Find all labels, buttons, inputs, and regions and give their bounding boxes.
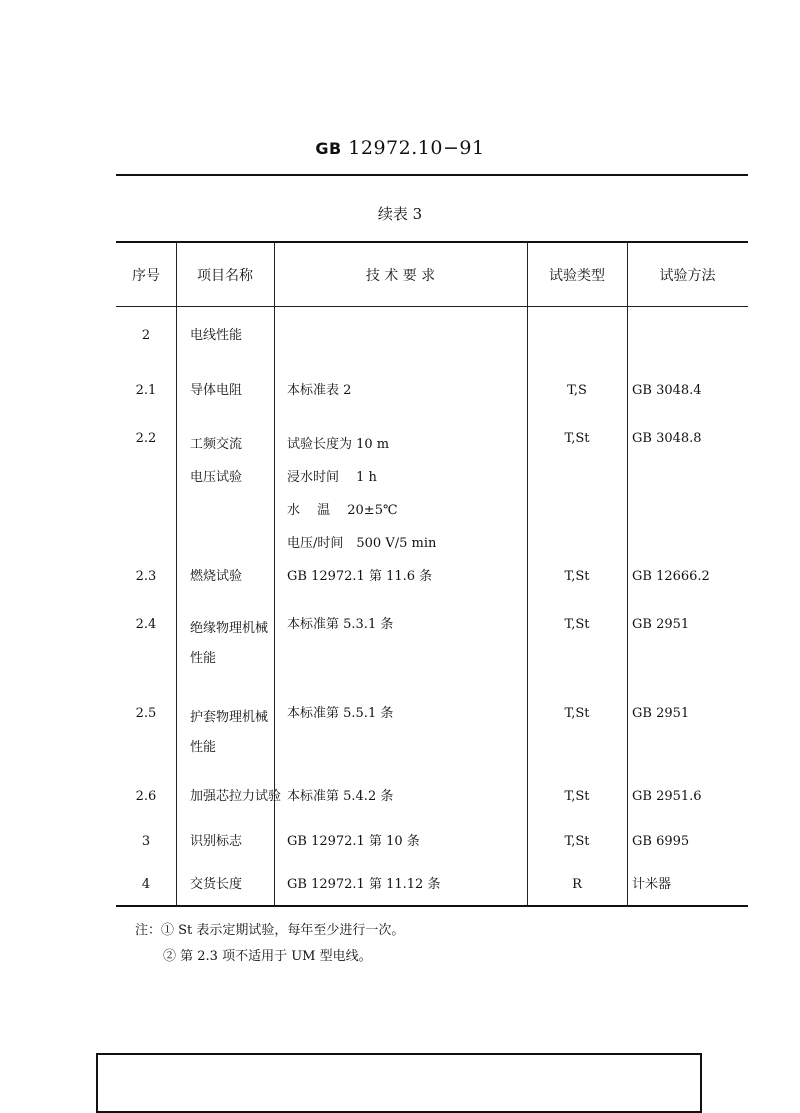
item-name-line: 电压试验 (190, 470, 243, 485)
requirement-line: 浸水时间 1 h (287, 470, 377, 485)
item-name-line: 识别标志 (190, 834, 243, 849)
row-item-name (190, 566, 242, 588)
row-requirement (287, 380, 351, 402)
row-requirement (287, 614, 393, 636)
note-2: ② 第 2.3 项不适用于 UM 型电线。 (163, 949, 372, 964)
col-divider (627, 243, 628, 905)
row-item-name (190, 325, 242, 347)
col-header-name: 项目名称 (197, 267, 253, 284)
requirement-line: 本标准第 5.4.2 条 (287, 789, 394, 804)
item-name-line: 性能 (190, 740, 217, 755)
row-item-name (190, 614, 268, 674)
row-test-type: T,S (567, 383, 587, 398)
row-item-name (190, 831, 242, 853)
requirement-line: GB 12972.1 第 11.12 条 (287, 877, 441, 892)
row-test-method: GB 3048.4 (632, 383, 702, 398)
item-name-line: 交货长度 (190, 877, 243, 892)
item-name-line: 性能 (190, 651, 217, 666)
row-number: 3 (141, 834, 151, 849)
row-item-name (190, 874, 242, 896)
header-rule (116, 174, 748, 176)
item-name-line: 工频交流 (190, 437, 243, 452)
row-test-type: T,St (564, 834, 590, 849)
test-table (116, 241, 748, 907)
row-test-method: GB 2951 (632, 706, 690, 721)
row-test-type: T,St (564, 569, 590, 584)
col-header-method: 试验方法 (659, 267, 716, 284)
row-number: 2.1 (135, 383, 157, 398)
requirement-line: GB 12972.1 第 10 条 (287, 834, 420, 849)
row-number: 2 (141, 328, 151, 343)
requirement-line: 电压/时间 500 V/5 min (287, 536, 437, 551)
row-number: 2.3 (135, 569, 157, 584)
item-name-line: 加强芯拉力试验 (190, 789, 282, 804)
row-test-method: GB 3048.8 (632, 431, 702, 446)
standard-header (0, 137, 800, 159)
requirement-line: 本标准表 2 (287, 383, 352, 398)
row-number: 2.2 (135, 431, 157, 446)
standard-number: 12972.10−91 (348, 137, 485, 159)
row-number: 2.6 (135, 789, 157, 804)
row-test-type: T,St (564, 431, 590, 446)
item-name-line: 绝缘物理机械 (190, 621, 269, 636)
col-header-no: 序号 (132, 267, 160, 284)
row-item-name (190, 380, 242, 402)
row-test-type: T,St (564, 789, 590, 804)
table-caption: 续表 3 (377, 205, 423, 223)
header-divider (116, 306, 748, 307)
table-notes (135, 918, 404, 970)
row-requirement (287, 786, 393, 808)
row-requirement (287, 428, 436, 560)
row-requirement (287, 566, 432, 588)
row-test-type: T,St (564, 617, 590, 632)
row-number: 4 (141, 877, 151, 892)
col-header-requirement: 技 术 要 求 (365, 267, 436, 284)
row-number: 2.5 (135, 706, 157, 721)
item-name-line: 护套物理机械 (190, 710, 269, 725)
item-name-line: 电线性能 (190, 328, 243, 343)
row-test-method: GB 12666.2 (632, 569, 710, 584)
row-requirement (287, 831, 420, 853)
row-test-method: GB 2951 (632, 617, 690, 632)
row-test-type: R (572, 877, 582, 892)
note-1: 注：① St 表示定期试验，每年至少进行一次。 (135, 923, 405, 938)
row-requirement (287, 703, 393, 725)
row-item-name (190, 703, 268, 763)
bottom-frame (96, 1053, 702, 1113)
requirement-line: 水 温 20±5℃ (287, 503, 398, 518)
row-test-method: 计米器 (632, 877, 672, 892)
requirement-line: GB 12972.1 第 11.6 条 (287, 569, 433, 584)
row-test-method: GB 2951.6 (632, 789, 702, 804)
item-name-line: 导体电阻 (190, 383, 243, 398)
standard-prefix: GB (315, 139, 342, 158)
row-number: 2.4 (135, 617, 157, 632)
requirement-line: 本标准第 5.3.1 条 (287, 617, 394, 632)
row-test-method: GB 6995 (632, 834, 690, 849)
col-header-type: 试验类型 (549, 267, 605, 284)
row-item-name (190, 428, 242, 494)
requirement-line: 本标准第 5.5.1 条 (287, 706, 394, 721)
row-item-name (190, 786, 281, 808)
row-test-type: T,St (564, 706, 590, 721)
col-divider (176, 243, 177, 905)
row-requirement (287, 874, 440, 896)
item-name-line: 燃烧试验 (190, 569, 243, 584)
requirement-line: 试验长度为 10 m (287, 437, 390, 452)
